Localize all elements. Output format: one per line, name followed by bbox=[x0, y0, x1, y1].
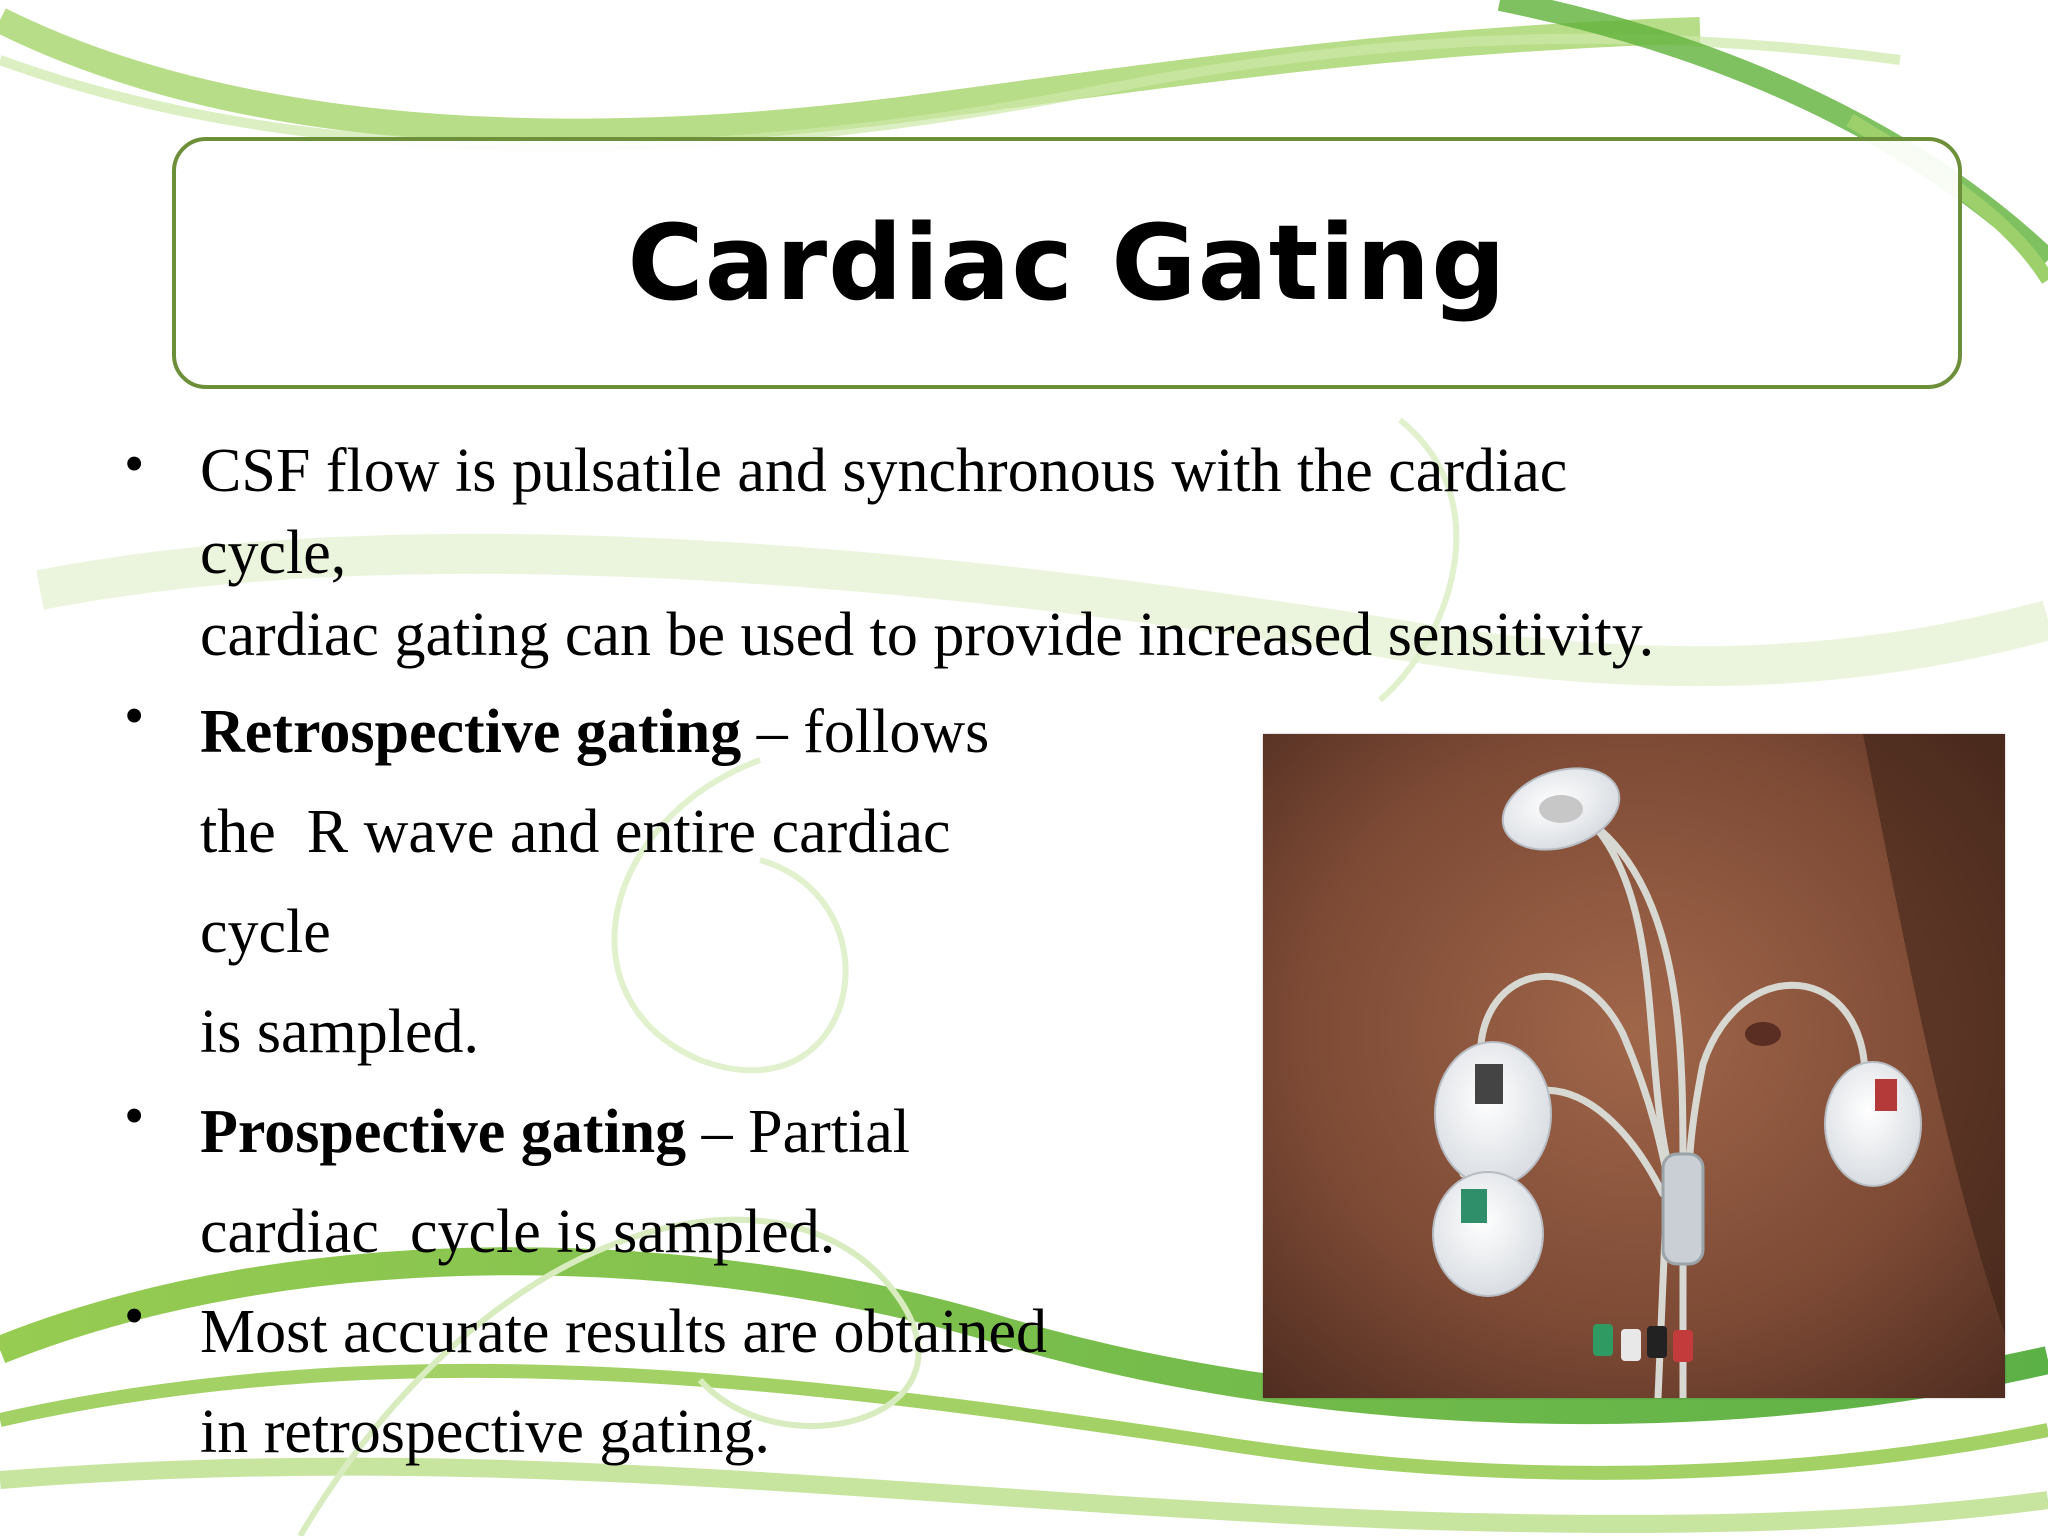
electrode-pad-left-upper bbox=[1435, 1042, 1551, 1186]
term-description: – follows bbox=[741, 698, 990, 766]
term-prospective-gating: Prospective gating bbox=[200, 1098, 687, 1166]
bullet-text-line: is sampled. bbox=[200, 998, 479, 1066]
term-description: – Partial bbox=[686, 1098, 911, 1166]
bullet-text-line: cardiac cycle is sampled. bbox=[200, 1198, 836, 1266]
bullet-text-line: Most accurate results are obtained bbox=[200, 1298, 1047, 1366]
electrode-pad-right bbox=[1825, 1062, 1921, 1186]
term-retrospective-gating: Retrospective gating bbox=[200, 698, 742, 766]
bullet-symbol: • bbox=[124, 1283, 145, 1348]
bullet-csf-flow bbox=[120, 430, 1880, 676]
bullet-text-line: cardiac gating can be used to provide increased sensitivity. bbox=[200, 601, 1655, 669]
ecg-electrodes-on-chest-photo bbox=[1263, 734, 2005, 1398]
electrode-pad-left-lower bbox=[1433, 1172, 1543, 1296]
title-box bbox=[172, 137, 1962, 389]
bullet-symbol: • bbox=[124, 431, 145, 496]
bullet-symbol: • bbox=[124, 683, 145, 748]
bullet-text-line: cycle bbox=[200, 898, 331, 966]
bullet-text-line: CSF flow is pulsatile and synchronous with the cardiac bbox=[200, 437, 1568, 505]
bullet-text-line: in retrospective gating. bbox=[200, 1398, 770, 1466]
slide-title: Cardiac Gating bbox=[627, 202, 1507, 324]
bullet-symbol: • bbox=[124, 1083, 145, 1148]
nipple bbox=[1745, 1022, 1781, 1046]
wire-junction bbox=[1663, 1154, 1703, 1264]
bullet-text-line: the R wave and entire cardiac bbox=[200, 798, 951, 866]
bullet-text-line: cycle, bbox=[200, 519, 347, 587]
